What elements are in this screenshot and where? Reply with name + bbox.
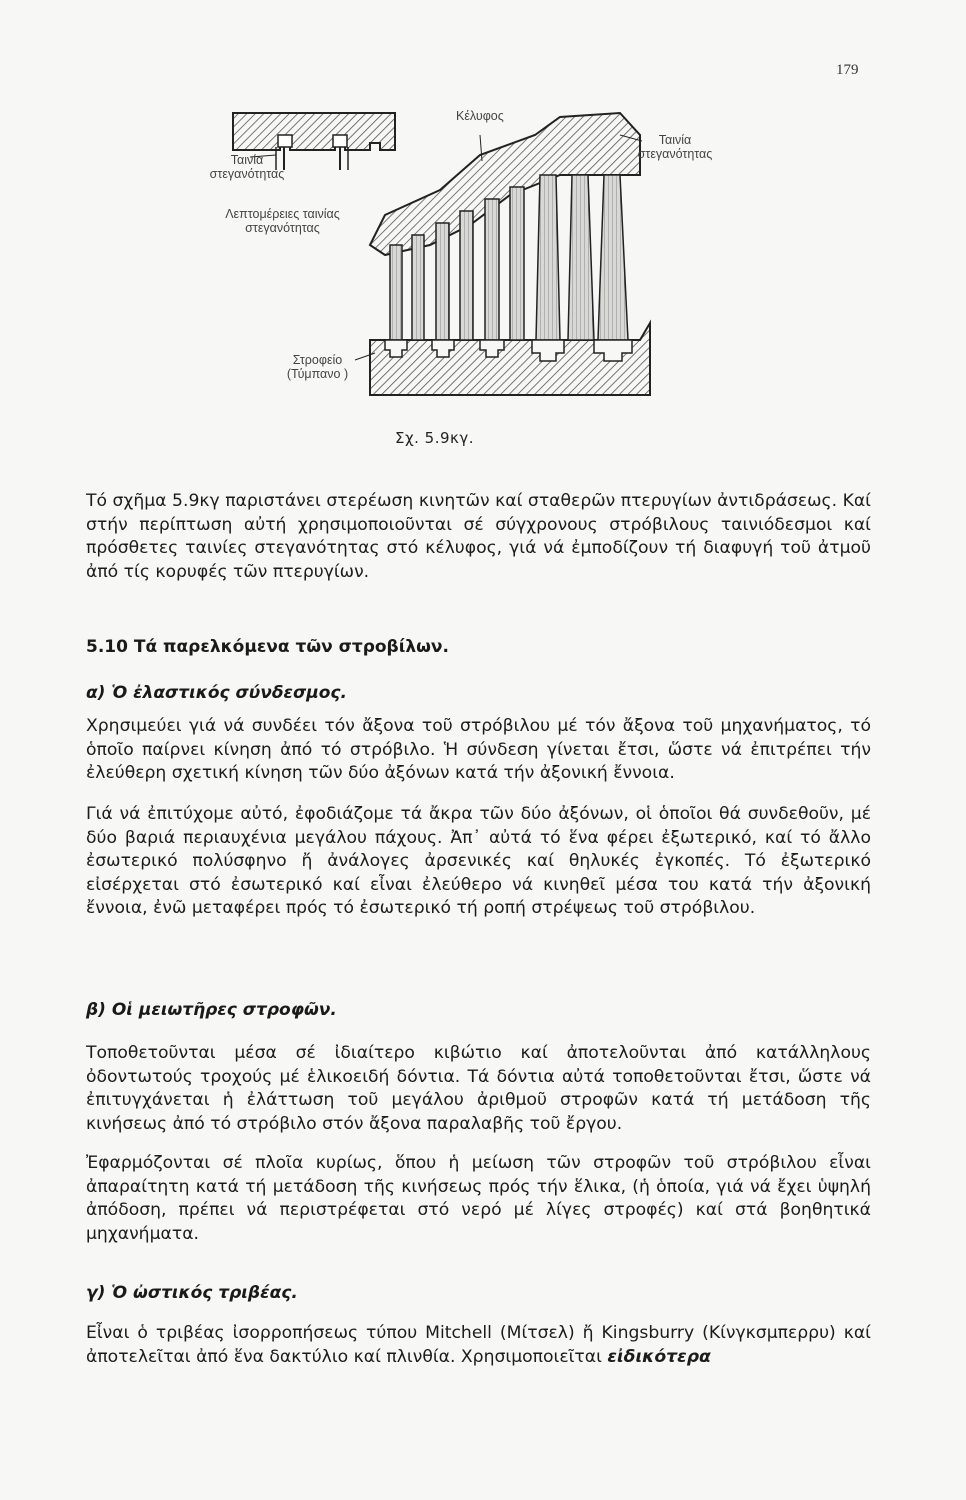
subsection-c-title: γ) Ὁ ὠστικός τριβέας.	[86, 1283, 298, 1303]
rotor-label: Στροφείο (Τύμπανο )	[286, 353, 349, 381]
section-title: 5.10 Τά παρελκόμενα τῶν στροβίλων.	[86, 637, 449, 657]
casing	[370, 113, 640, 255]
emphasis-word: εἰδικότερα	[607, 1346, 711, 1367]
turbine-blade-figure	[180, 95, 740, 420]
details-label: Λεπτομέρειες ταινίας στεγανότητας	[225, 207, 340, 235]
seal-strip-label-left: Ταινία στεγανότητας	[209, 153, 285, 181]
seal-strip-label-right: Ταινία στεγανότητας	[637, 133, 713, 161]
page-number: 179	[836, 62, 859, 78]
intro-paragraph: Τό σχῆμα 5.9κγ παριστάνει στερέωση κινητῶν καί σταθερῶν πτερυγίων ἀντιδράσεως. Καί στήν περίπτωση αὐτή χρησιμοποιοῦνται σέ σύγχρονους στρόβιλους ταινιόδεσμοι καί πρόσθετες ταινίες στεγανότητας στό κέλυφος, γιά νά ἐμποδίζουν τή διαφυγή τοῦ ἀτμοῦ ἀπό τίς κορυφές τῶν πτερυγίων.	[86, 491, 871, 582]
casing-label: Κέλυφος	[456, 109, 504, 123]
subsection-c-paragraph-1	[86, 1322, 871, 1369]
subsection-b-title: β) Οἱ μειωτῆρες στροφῶν.	[86, 1000, 337, 1020]
subsection-c-text: Εἶναι ὁ τριβέας ἰσορροπήσεως τύπου Mitchell (Μίτσελ) ἤ Kingsburry (Κίνγκσμπερρυ) καί ἀποτελεῖται ἀπό ἕνα δακτύλιο καί πλινθία. Χρησιμοποιεῖται	[86, 1323, 871, 1367]
subsection-a-paragraph-2: Γιά νά ἐπιτύχομε αὐτό, ἐφοδιάζομε τά ἄκρα τῶν δύο ἀξόνων, οἱ ὁποῖοι θά συνδεθοῦν, μέ δύο βαριά περιαυχένια μεγάλου πάχους. Ἀπ᾽ αὐτά τό ἕνα φέρει ἐξωτερικό, καί τό ἄλλο ἐσωτερικό πολύσφηνο ἤ ἀνάλογες ἀρσενικές καί θηλυκές ἐγκοπές. Τό ἐξωτερικό εἰσέρχεται στό ἐσωτερικό καί εἶναι ἐλεύθερο νά κινηθεῖ μέσα του κατά τήν ἀξονική ἔννοια, ἐνῶ μεταφέρει πρός τό ἐσωτερικό τή ροπή στρέψεως τοῦ στρόβιλου.	[86, 804, 871, 919]
subsection-b-paragraph-2: Ἐφαρμόζονται σέ πλοῖα κυρίως, ὅπου ἡ μείωση τῶν στροφῶν τοῦ στρόβιλου εἶναι ἀπαραίτητη κατά τή μετάδοση τῆς κινήσεως πρός τήν ἕλικα, (ἡ ὁποία, γιά νά ἔχει ὑψηλή ἀπόδοση, πρέπει νά περιστρέφεται στό νερό μέ λίγες στροφές) καί στά βοηθητικά μηχανήματα.	[86, 1153, 871, 1244]
subsection-a-paragraph-1: Χρησιμεύει γιά νά συνδέει τόν ἄξονα τοῦ στρόβιλου μέ τόν ἄξονα τοῦ μηχανήματος, τό ὁποῖο παίρνει κίνηση ἀπό τό στρόβιλο. Ἡ σύνδεση γίνεται ἔτσι, ὥστε νά ἐπιτρέπει τήν ἐλεύθερη σχετική κίνηση τῶν δύο ἀξόνων κατά τήν ἀξονική ἔννοια.	[86, 716, 871, 784]
subsection-a-title: α) Ὁ ἐλαστικός σύνδεσμος.	[86, 683, 347, 703]
figure-caption: Σχ. 5.9κγ.	[395, 429, 475, 447]
subsection-b-paragraph-1: Τοποθετοῦνται μέσα σέ ἰδιαίτερο κιβώτιο καί ἀποτελοῦνται ἀπό κατάλληλους ὀδοντωτούς τροχούς μέ ἑλικοειδή δόντια. Τά δόντια αὐτά τοποθετοῦνται ἔτσι, ὥστε νά ἐπιτυγχάνεται ἡ ἐλάττωση τοῦ μεγάλου ἀριθμοῦ στροφῶν κατά τή μετάδοση τῆς κινήσεως ἀπό τό στρόβιλο στόν ἄξονα παραλαβῆς τοῦ ἔργου.	[86, 1043, 871, 1134]
